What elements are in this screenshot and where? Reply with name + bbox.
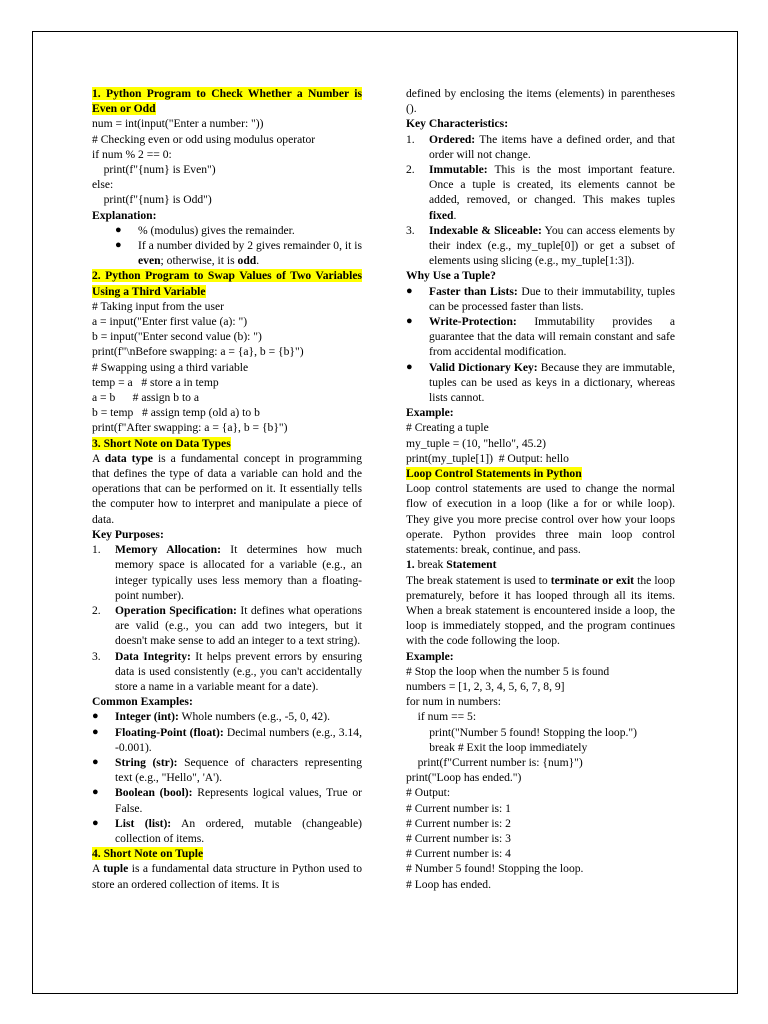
why-use-tuple-label: Why Use a Tuple? xyxy=(406,269,496,283)
data-types-intro: A data type is a fundamental concept in programming that defines the type of data a variable can hold and the operations that can be performed on it. It essentially tells the computer how to interpret and manipulate a piece of data. xyxy=(92,451,362,526)
list-item: ● Integer (int): Whole numbers (e.g., -5, 0, 42). xyxy=(92,710,330,724)
list-item: 3. Data Integrity: It helps prevent errors by ensuring data is used consistently (e.g., you can't accidentally store a name in a variable meant for a date). xyxy=(92,649,362,693)
code-line: num = int(input("Enter a number: ")) xyxy=(92,117,264,131)
code-line: # Creating a tuple xyxy=(406,421,489,435)
key-characteristics-label: Key Characteristics: xyxy=(406,117,509,131)
key-purposes-label: Key Purposes: xyxy=(92,527,164,541)
list-item: 2. Immutable: This is the most important feature. Once a tuple is created, its elements cannot be added, removed, or changed. This makes tuples fixed. xyxy=(406,163,675,222)
code-line: # Current number is: 1 xyxy=(406,801,511,815)
code-line: break # Exit the loop immediately xyxy=(406,740,588,754)
bullet-icon: ● xyxy=(406,284,413,297)
tuple-intro: A tuple is a fundamental data structure in Python used to store an ordered collection of items. It is xyxy=(92,862,362,891)
tuple-intro-continued: defined by enclosing the items (elements) in parentheses (). xyxy=(406,87,675,116)
list-item: 2. Operation Specification: It defines what operations are valid (e.g., you can add two integers, but it doesn't make sense to add an integer to a text string). xyxy=(92,603,362,648)
code-line: print("Number 5 found! Stopping the loop.") xyxy=(406,725,638,739)
list-item: 1. Ordered: The items have a defined order, and that order will not change. xyxy=(406,132,675,161)
left-column xyxy=(92,86,362,892)
code-line: # Current number is: 2 xyxy=(406,816,511,830)
code-line: temp = a # store a in temp xyxy=(92,375,219,389)
code-line: # Output: xyxy=(406,786,451,800)
code-line: # Number 5 found! Stopping the loop. xyxy=(406,862,584,876)
code-swap xyxy=(92,299,362,436)
example-label: Example: xyxy=(406,406,454,420)
code-line: # Stop the loop when the number 5 is found xyxy=(406,664,610,678)
list-item: ● List (list): An ordered, mutable (changeable) collection of items. xyxy=(92,816,362,845)
list-item: ● % (modulus) gives the remainder. xyxy=(115,223,295,237)
section-heading-even-odd: 1. Python Program to Check Whether a Number is Even or Odd xyxy=(92,87,362,116)
code-line: print(f"\nBefore swapping: a = {a}, b = {b}") xyxy=(92,345,304,359)
code-line: b = temp # assign temp (old a) to b xyxy=(92,406,260,420)
code-line: print("Loop has ended.") xyxy=(406,771,522,785)
common-examples-label: Common Examples: xyxy=(92,695,193,709)
break-statement-heading: 1. break Statement xyxy=(406,558,497,572)
code-line: # Swapping using a third variable xyxy=(92,360,249,374)
code-even-odd xyxy=(92,116,362,207)
code-line: print(f"After swapping: a = {a}, b = {b}") xyxy=(92,421,288,435)
list-item: ● Write-Protection: Immutability provides a guarantee that the data will remain constant and safe from accidental modification. xyxy=(406,315,675,359)
code-line: numbers = [1, 2, 3, 4, 5, 6, 7, 8, 9] xyxy=(406,679,565,693)
code-line: if num % 2 == 0: xyxy=(92,147,172,161)
loop-intro: Loop control statements are used to change the normal flow of execution in a loop (like a for or while loop). They give you more precise control over how your loops operate. Python provides three main loop control statements: break, continue, and pass. xyxy=(406,482,675,557)
code-break xyxy=(406,664,675,892)
code-line: print(f"{num} is Odd") xyxy=(92,193,212,207)
code-line: else: xyxy=(92,178,114,192)
code-tuple xyxy=(406,420,675,466)
bullet-icon: ● xyxy=(406,315,413,328)
section-heading-loop-control: Loop Control Statements in Python xyxy=(406,467,582,481)
break-description: The break statement is used to terminate or exit the loop prematurely, before it has looped through all its items. When a break statement is encountered inside a loop, the loop is immediately stopped, and the program continues with the code following the loop. xyxy=(406,573,676,648)
list-item: ● Valid Dictionary Key: Because they are immutable, tuples can be used as keys in a dictionary, whereas lists cannot. xyxy=(406,360,675,405)
list-item: ● Faster than Lists: Due to their immutability, tuples can be processed faster than lists. xyxy=(406,284,676,313)
list-item: ● String (str): Sequence of characters representing text (e.g., "Hello", 'A'). xyxy=(92,755,362,785)
why-list xyxy=(406,284,675,406)
example-label: Example: xyxy=(406,649,454,663)
bullet-icon: ● xyxy=(406,360,413,373)
bullet-icon: ● xyxy=(115,223,122,236)
bullet-icon: ● xyxy=(92,710,99,723)
code-line: print(f"{num} is Even") xyxy=(92,163,216,177)
explanation-label: Explanation: xyxy=(92,208,157,222)
section-heading-tuple: 4. Short Note on Tuple xyxy=(92,847,204,861)
purposes-list xyxy=(92,542,362,694)
section-heading-data-types: 3. Short Note on Data Types xyxy=(92,436,231,450)
list-item: ● Boolean (bool): Represents logical values, True or False. xyxy=(92,786,362,815)
list-item: 3. Indexable & Sliceable: You can access elements by their index (e.g., my_tuple[0]) or get a subset of elements using slicing (e.g., my_tuple[1:3]). xyxy=(406,223,675,268)
bullet-icon: ● xyxy=(115,239,122,252)
code-line: my_tuple = (10, "hello", 45.2) xyxy=(406,436,546,450)
bullet-icon: ● xyxy=(92,816,99,829)
code-line: # Current number is: 3 xyxy=(406,831,511,845)
code-line: # Checking even or odd using modulus operator xyxy=(92,132,316,146)
code-line: if num == 5: xyxy=(406,710,477,724)
bullet-icon: ● xyxy=(92,755,99,768)
code-line: b = input("Enter second value (b): ") xyxy=(92,330,262,344)
code-line: a = input("Enter first value (a): ") xyxy=(92,315,248,329)
code-line: for num in numbers: xyxy=(406,695,501,709)
right-column xyxy=(406,86,675,892)
bullet-icon: ● xyxy=(92,786,99,799)
code-line: # Taking input from the user xyxy=(92,299,224,313)
explanation-list xyxy=(92,223,362,269)
code-line: print(my_tuple[1]) # Output: hello xyxy=(406,451,569,465)
section-heading-swap: 2. Python Program to Swap Values of Two Variables Using a Third Variable xyxy=(92,269,362,298)
list-item: ● Floating-Point (float): Decimal numbers (e.g., 3.14, -0.001). xyxy=(92,725,362,754)
code-line: print(f"Current number is: {num}") xyxy=(406,755,583,769)
code-line: a = b # assign b to a xyxy=(92,391,200,405)
code-line: # Current number is: 4 xyxy=(406,847,511,861)
characteristics-list xyxy=(406,132,675,269)
code-line: # Loop has ended. xyxy=(406,877,492,891)
list-item: 1. Memory Allocation: It determines how much memory space is allocated for a variable (e.g., an integer typically uses less memory than a floating-point number). xyxy=(92,543,362,602)
list-item: ● If a number divided by 2 gives remainder 0, it is even; otherwise, it is odd. xyxy=(115,239,362,268)
bullet-icon: ● xyxy=(92,725,99,738)
examples-list xyxy=(92,709,362,846)
